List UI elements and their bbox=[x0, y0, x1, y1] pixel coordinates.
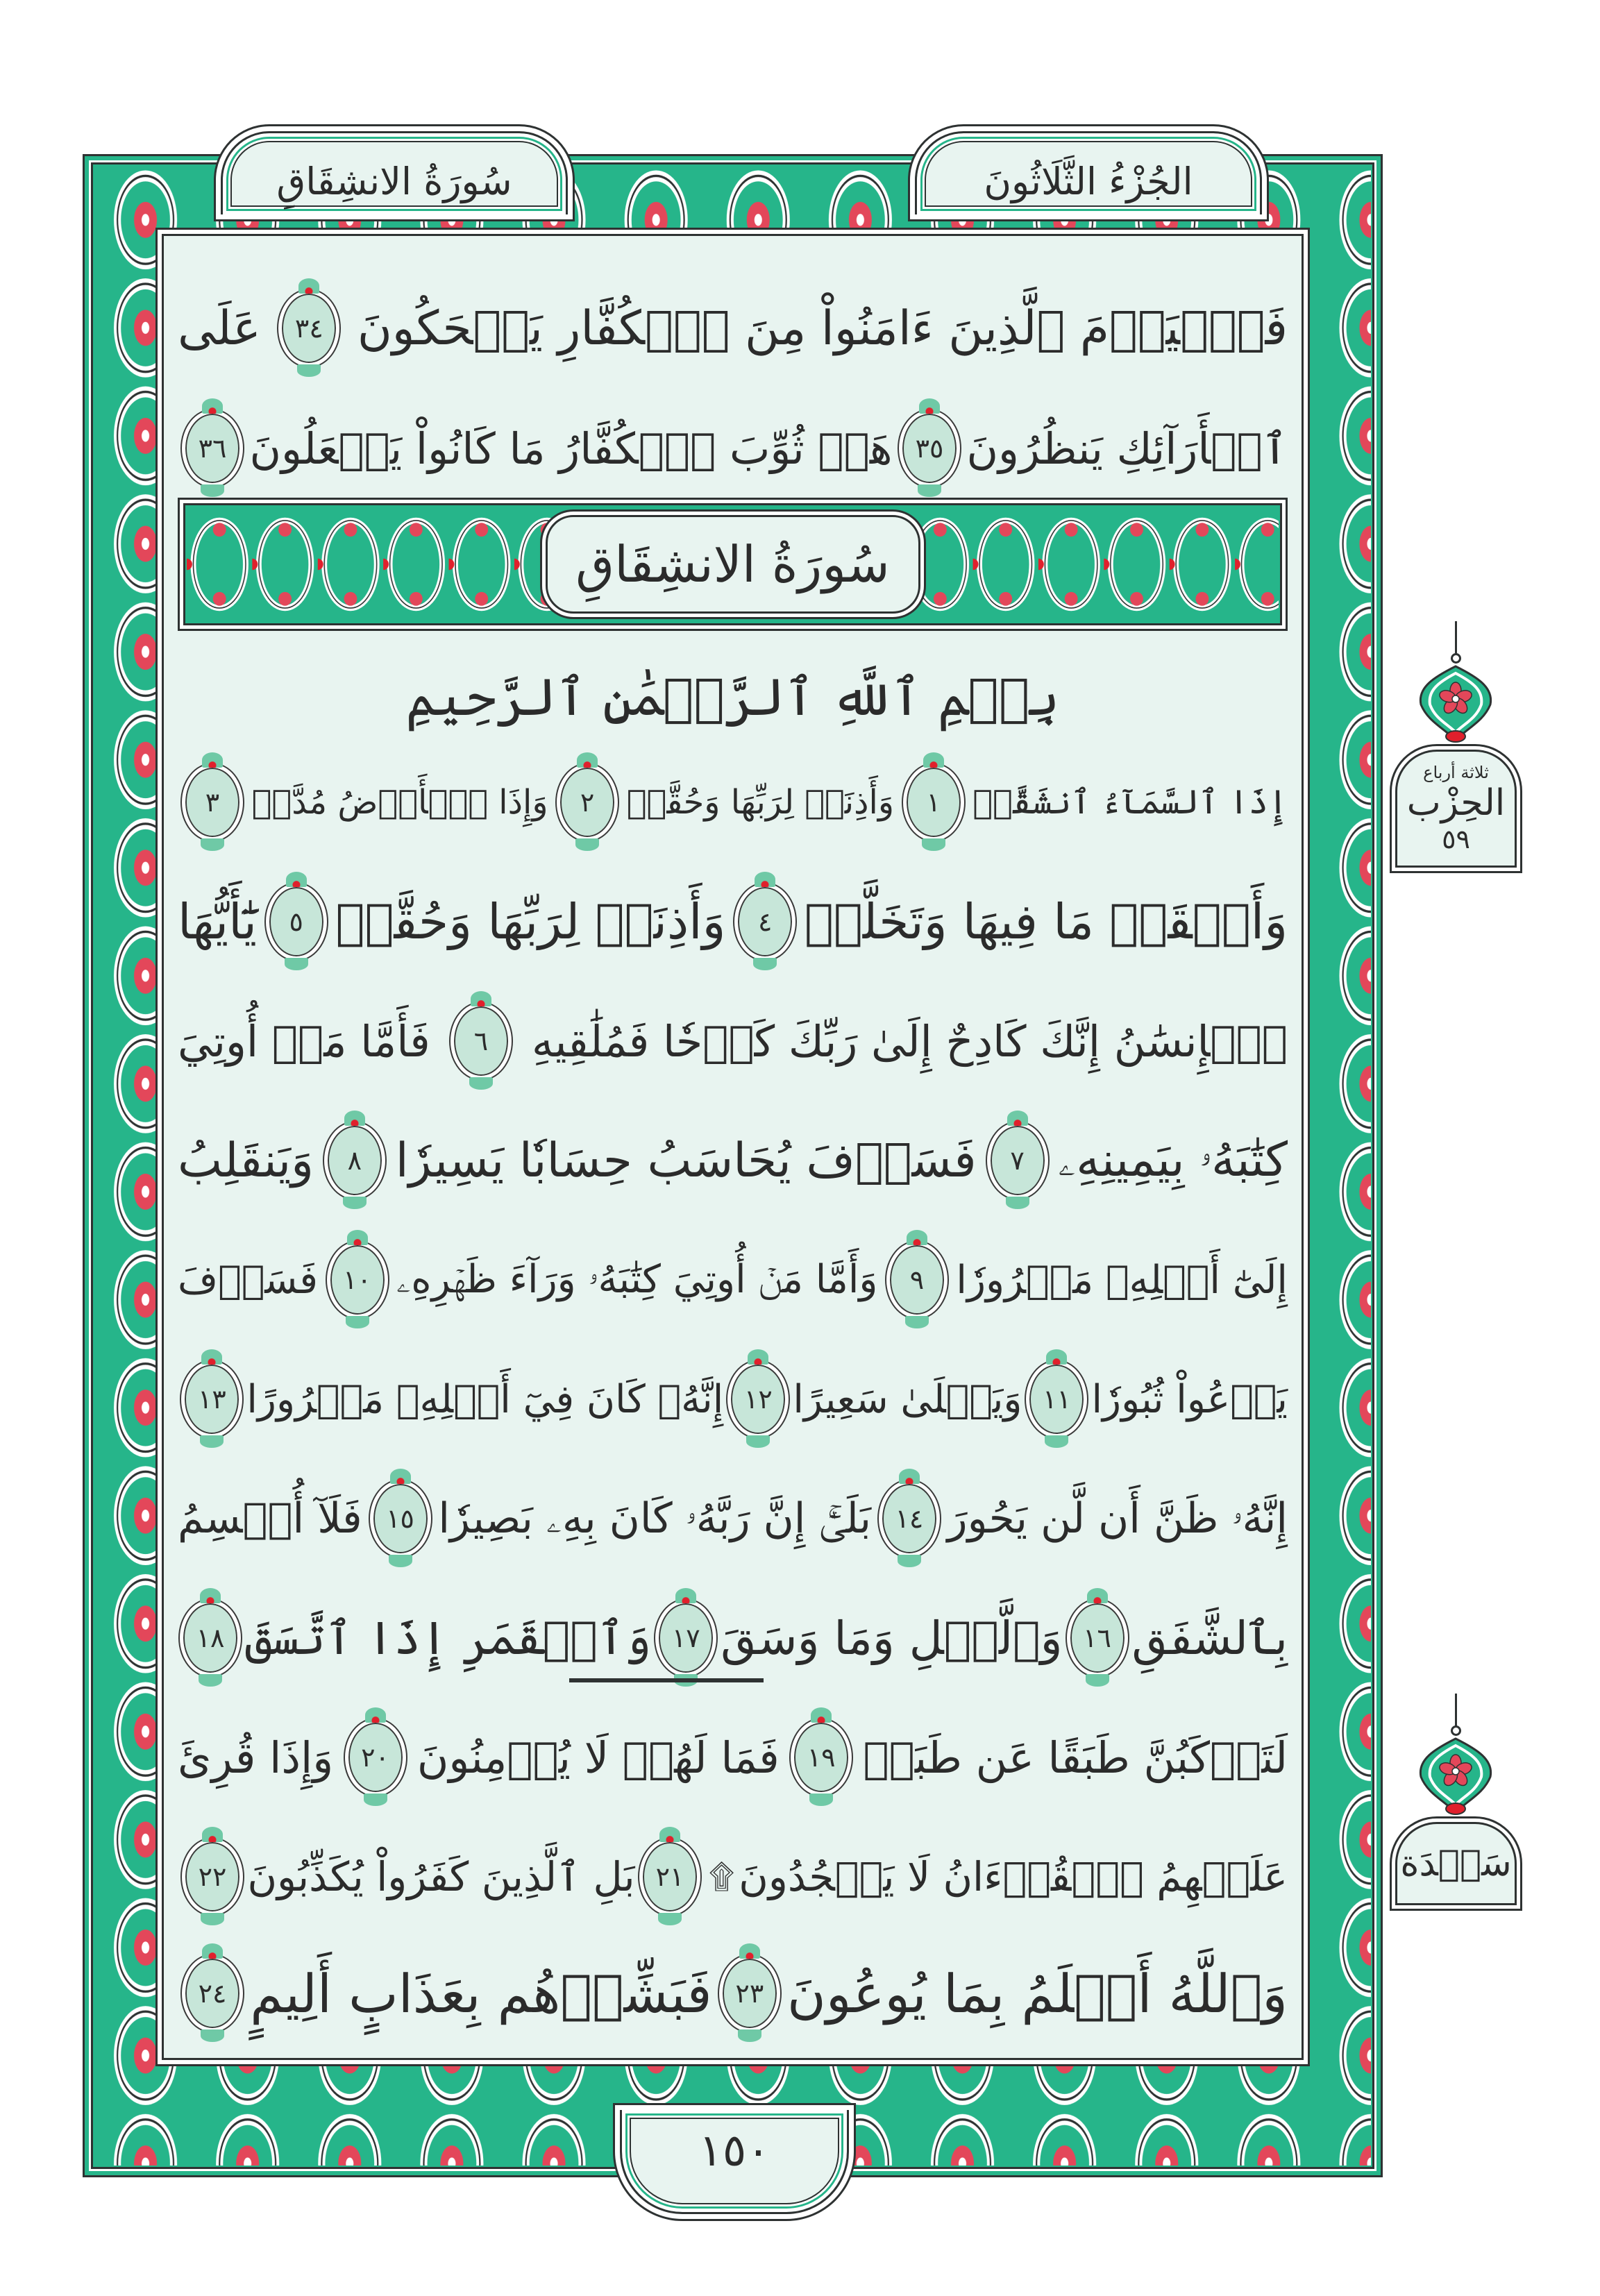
hizb-number: ٥٩ bbox=[1442, 824, 1470, 854]
verse-text: إِنَّهُۥ ظَنَّ أَن لَّن يَحُورَ bbox=[947, 1494, 1288, 1543]
ayah-number-marker: ١٨ bbox=[180, 1600, 241, 1676]
sajda-overline bbox=[569, 1678, 764, 1682]
ayah-number-marker: ٣٤ bbox=[278, 290, 339, 366]
hizb-label: الحِزْب bbox=[1406, 782, 1506, 824]
page-number: ١٥٠ bbox=[698, 2125, 770, 2177]
ayah-number-marker: ١٥ bbox=[370, 1480, 431, 1557]
sajda-label: سَجۡدَة bbox=[1400, 1843, 1512, 1884]
verse-text: وَٱلَّيۡلِ وَمَا وَسَقَ bbox=[721, 1611, 1063, 1665]
verse-text: فَبَشِّرۡهُم بِعَذَابٍ أَلِيمٍ bbox=[250, 1962, 712, 2025]
ayah-number-marker: ٣٦ bbox=[182, 410, 243, 487]
ayah-number-marker: ٩ bbox=[886, 1242, 948, 1318]
verse-text: فَسَوۡفَ bbox=[178, 1257, 319, 1303]
text-line bbox=[178, 1825, 1288, 1929]
text-line bbox=[178, 1705, 1288, 1809]
text-line bbox=[178, 870, 1288, 974]
verse-text: عَلَى bbox=[178, 301, 261, 356]
ayah-number-marker: ١٢ bbox=[727, 1361, 789, 1437]
verse-text: وَأَذِنَتۡ لِرَبِّهَا وَحُقَّتۡ bbox=[335, 893, 726, 950]
bismillah: بِسۡمِ ٱللَّهِ ٱلرَّحۡمَٰنِ ٱلرَّحِيمِ bbox=[405, 668, 1060, 727]
ayah-number-marker: ١ bbox=[903, 764, 964, 841]
ayah-number-marker: ٦ bbox=[450, 1003, 512, 1079]
verse-text: فَمَا لَهُمۡ لَا يُؤۡمِنُونَ bbox=[416, 1732, 780, 1783]
verse-text: بِٱلشَّفَقِ bbox=[1131, 1611, 1288, 1665]
verse-text: ٱلۡأَرَآئِكِ يَنظُرُونَ bbox=[966, 423, 1288, 474]
verse-text: بَلِ ٱلَّذِينَ كَفَرُواْ يُكَذِّبُونَ bbox=[247, 1853, 635, 1900]
ayah-number-marker: ٤ bbox=[734, 884, 795, 960]
ayah-number-marker: ٧ bbox=[987, 1122, 1048, 1199]
verse-text: وَأَلۡقَتۡ مَا فِيهَا وَتَخَلَّتۡ bbox=[804, 893, 1288, 950]
verse-text: عَلَيۡهِمُ ٱلۡقُرۡءَانُ لَا يَسۡجُدُونَ bbox=[739, 1853, 1288, 1900]
sajda-label-box bbox=[1395, 1822, 1517, 1905]
ayah-number-marker: ١٧ bbox=[655, 1600, 716, 1676]
verse-text: لَتَرۡكَبُنَّ طَبَقًا عَن طَبَقٖ bbox=[863, 1732, 1288, 1783]
ayah-number-marker: ١٩ bbox=[791, 1719, 852, 1796]
verse-text: إِنَّهُۥ كَانَ فِيٓ أَهۡلِهِۦ مَسۡرُورًا bbox=[246, 1376, 724, 1422]
verse-text: إِلَىٰٓ أَهۡلِهِۦ مَسۡرُورٗا bbox=[956, 1257, 1288, 1303]
ayah-number-marker: ١١ bbox=[1026, 1361, 1087, 1437]
text-panel bbox=[162, 234, 1304, 2060]
hizb-quarter-label: ثلاثة أرباع bbox=[1423, 763, 1489, 782]
ayah-number-marker: ١٦ bbox=[1067, 1600, 1128, 1676]
verse-text: إِذَا ٱلسَّمَآءُ ٱنشَقَّتۡ bbox=[972, 783, 1288, 822]
text-line bbox=[178, 1467, 1288, 1571]
verse-text: فَلَآ أُقۡسِمُ bbox=[178, 1494, 362, 1543]
sajda-marker bbox=[1395, 1694, 1517, 1916]
text-line bbox=[178, 396, 1288, 500]
ayah-number-marker: ٣٥ bbox=[899, 410, 960, 487]
verse-text: وَيَصۡلَىٰ سَعِيرًا bbox=[793, 1376, 1022, 1422]
verse-text: وَأَمَّا مَنۡ أُوتِيَ كِتَٰبَهُۥ وَرَآءَ ظَهۡرِهِۦ bbox=[396, 1257, 878, 1302]
header-surah-tab bbox=[221, 131, 568, 214]
text-line bbox=[178, 750, 1288, 854]
verse-text: يَٰٓأَيُّهَا bbox=[178, 893, 257, 950]
verse-text: وَيَنقَلِبُ bbox=[178, 1133, 314, 1188]
flower-ornament-icon bbox=[1414, 1735, 1497, 1815]
text-line bbox=[178, 1228, 1288, 1332]
surah-title-banner bbox=[178, 498, 1288, 631]
ayah-number-marker: ١٣ bbox=[181, 1361, 242, 1437]
header-juz-name: الجُزْءُ الثَّلَاثُونَ bbox=[984, 160, 1193, 203]
verse-text: وَٱللَّهُ أَعۡلَمُ بِمَا يُوعُونَ bbox=[787, 1962, 1288, 2025]
verse-text: وَإِذَا قُرِئَ bbox=[178, 1732, 334, 1783]
verse-text: كِتَٰبَهُۥ بِيَمِينِهِۦ bbox=[1058, 1133, 1288, 1188]
ayah-number-marker: ٢٤ bbox=[182, 1955, 243, 2032]
verse-text: فَأَمَّا مَنۡ أُوتِيَ bbox=[178, 1015, 430, 1067]
flower-ornament-icon bbox=[1414, 663, 1497, 743]
ayah-number-marker: ٢١ bbox=[639, 1839, 700, 1915]
verse-text: فَسَوۡفَ يُحَاسَبُ حِسَابٗا يَسِيرٗا bbox=[395, 1133, 977, 1188]
marker-knot bbox=[1451, 1725, 1461, 1736]
verse-text: هَلۡ ثُوِّبَ ٱلۡكُفَّارُ مَا كَانُواْ يَفۡعَلُونَ bbox=[249, 423, 893, 474]
verse-text: وَإِذَا ٱلۡأَرۡضُ مُدَّتۡ bbox=[251, 783, 548, 822]
hizb-label-box bbox=[1395, 750, 1517, 868]
ayah-number-marker: ١٠ bbox=[327, 1242, 388, 1318]
marker-knot bbox=[1451, 653, 1461, 664]
text-line bbox=[178, 276, 1288, 380]
ayah-number-marker: ٨ bbox=[324, 1122, 385, 1199]
text-line bbox=[178, 1941, 1288, 2045]
verse-text: فَٱلۡيَوۡمَ ٱلَّذِينَ ءَامَنُواْ مِنَ ٱلۡكُفَّارِ يَضۡحَكُونَ bbox=[357, 301, 1288, 356]
hizb-marker bbox=[1395, 621, 1517, 871]
ayah-number-marker: ٥ bbox=[266, 884, 327, 960]
text-line bbox=[178, 1586, 1288, 1690]
marker-stem bbox=[1455, 621, 1457, 656]
verse-text: يَدۡعُواْ ثُبُورٗا bbox=[1091, 1376, 1288, 1422]
verse-text: بَلَىٰٓۚ إِنَّ رَبَّهُۥ كَانَ بِهِۦ بَصِيرٗا bbox=[438, 1494, 872, 1543]
ayah-number-marker: ٢٣ bbox=[719, 1955, 780, 2032]
ayah-number-marker: ٢ bbox=[557, 764, 618, 841]
verse-text: وَأَذِنَتۡ لِرَبِّهَا وَحُقَّتۡ bbox=[626, 783, 895, 822]
marker-stem bbox=[1455, 1694, 1457, 1728]
text-line bbox=[178, 989, 1288, 1093]
page-number-tab bbox=[620, 2110, 849, 2214]
header-juz-tab bbox=[915, 131, 1262, 214]
verse-text: وَٱلۡقَمَرِ إِذَا ٱتَّسَقَ bbox=[245, 1611, 652, 1665]
sajda-sign-icon: ۩ bbox=[709, 1857, 734, 1896]
ayah-number-marker: ٣ bbox=[182, 764, 243, 841]
ayah-number-marker: ١٤ bbox=[879, 1480, 940, 1557]
text-line bbox=[178, 1108, 1288, 1213]
surah-title: سُورَةُ الانشِقَاقِ bbox=[546, 515, 920, 614]
header-surah-name: سُورَةُ الانشِقَاقِ bbox=[276, 160, 512, 203]
ayah-number-marker: ٢٠ bbox=[345, 1719, 406, 1796]
text-line bbox=[178, 1347, 1288, 1451]
verse-text: ٱلۡإِنسَٰنُ إِنَّكَ كَادِحٌ إِلَىٰ رَبِّكَ كَدۡحٗا فَمُلَٰقِيهِ bbox=[532, 1015, 1288, 1067]
ayah-number-marker: ٢٢ bbox=[182, 1839, 243, 1915]
